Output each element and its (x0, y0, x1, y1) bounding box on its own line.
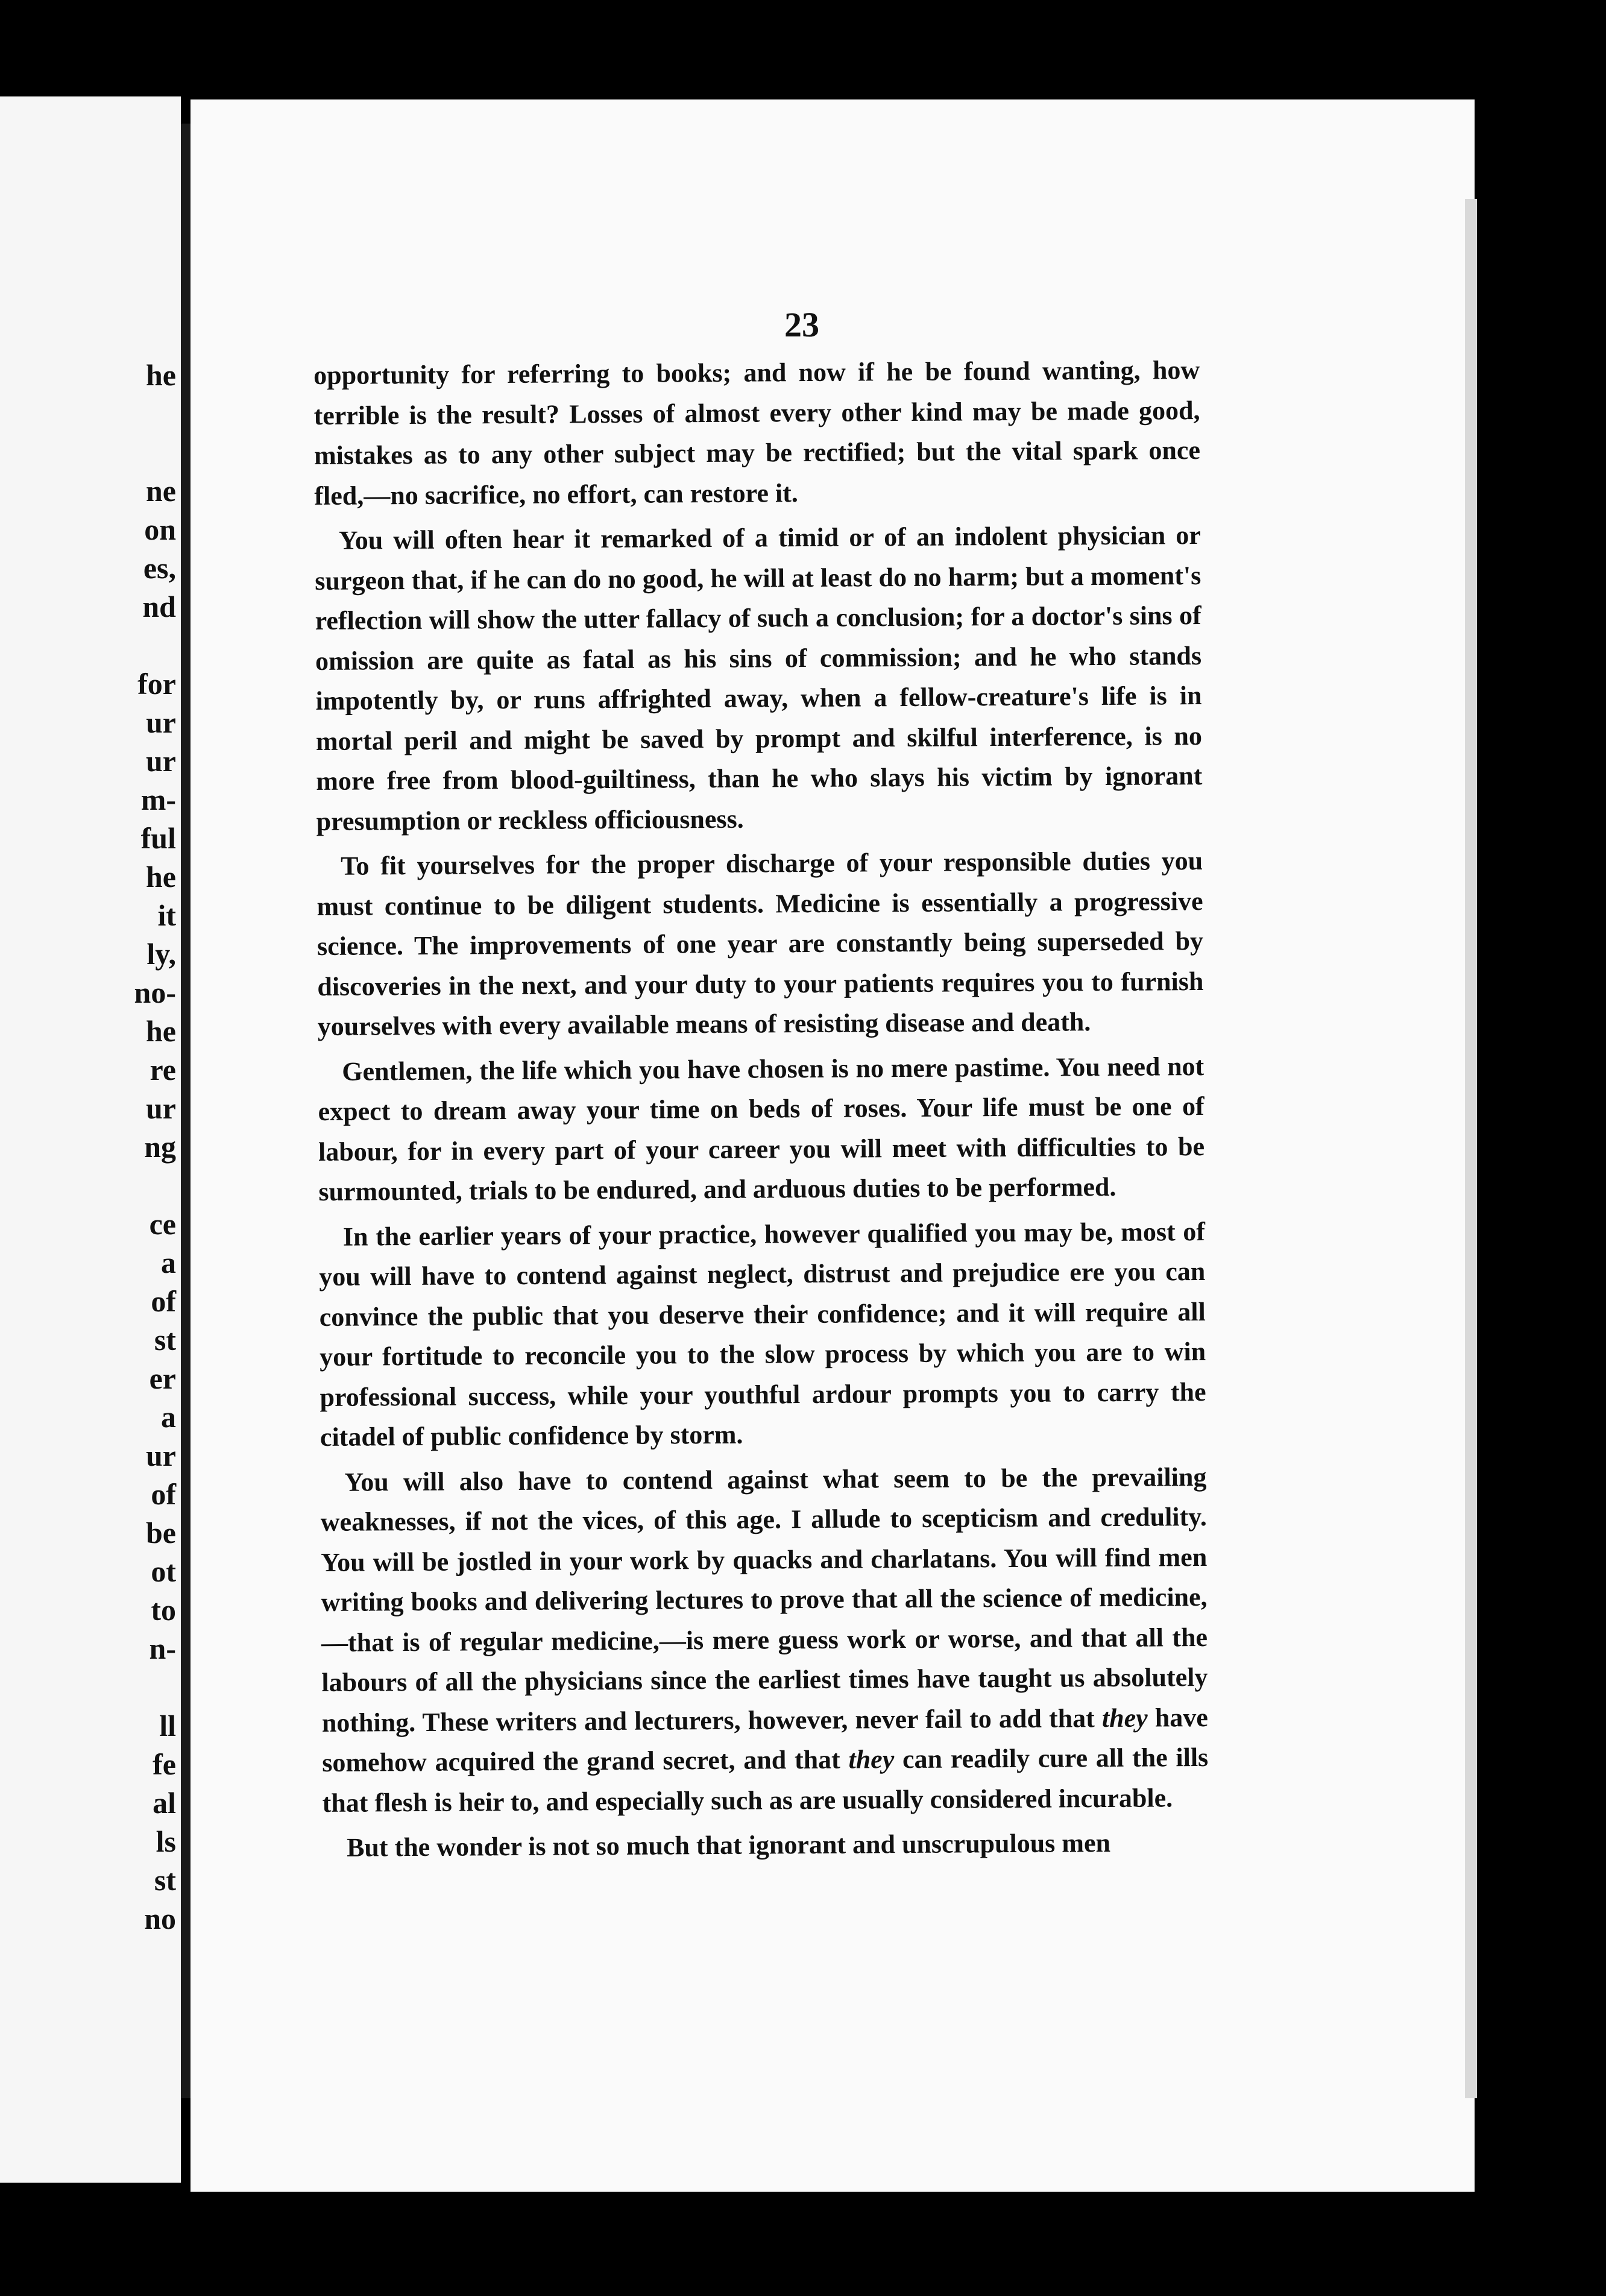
left-fragment: he (146, 1014, 176, 1048)
left-fragment: m- (140, 783, 176, 816)
paragraph: Gentlemen, the life which you have chosen is no mere pastime. You need not expect to dream away your time on beds of roses. Your life must be one of labour, for in every part of your career you will meet with difficulties to be surmounted, trials to be endured, and arduous duties to be performed. (318, 1051, 1205, 1206)
left-fragment: ur (146, 1439, 176, 1472)
left-fragment: of (151, 1284, 176, 1318)
left-fragment (0, 626, 176, 664)
book-gutter (181, 124, 191, 2098)
left-fragment: es, (143, 551, 176, 585)
left-fragment: be (146, 1516, 176, 1550)
left-fragment: he (146, 358, 176, 392)
left-fragment: ot (151, 1554, 176, 1588)
left-fragment: ce (149, 1207, 176, 1241)
paragraph: opportunity for referring to books; and now if he be found wanting, how terrible is the result? Losses of almost every other kind may be made good, mistakes as to any other subject may be rectified; but the vital spark once fled,—no sacrifice, no effort, can restore it. (313, 355, 1201, 511)
paragraph: You will often hear it remarked of a timid or of an indolent physician or surgeon that, if he can do no good, he will at least do no harm; but a moment's reflection will show the utter fallacy of such a conclusion; for a doctor's sins of omission are quite as fatal as his sins of commission; and he who stands impotently by, or runs affrighted away, when a fellow-creature's life is in mortal peril and might be saved by prompt and skilful interference, is no more free from blood-guiltiness, than he who slays his victim by ignorant presumption or reckless officiousness. (315, 520, 1203, 836)
emphasis: they (848, 1744, 895, 1774)
left-fragment: ls (156, 1824, 176, 1858)
left-fragment: er (149, 1361, 176, 1395)
left-fragment: ur (146, 705, 176, 739)
left-fragment: no (144, 1902, 176, 1935)
paragraph (320, 1457, 1209, 1823)
paragraph: To fit yourselves for the proper discharge of your responsible duties you must continue to be diligent students. Medicine is essentially a progressive science. The improvements of one year are constantly being superseded by discoveries in the next, and your duty to your patients requires you to furnish yourselves with every available means of resisting disease and death. (316, 846, 1204, 1041)
left-fragment (0, 1166, 176, 1205)
left-fragment: st (154, 1323, 176, 1357)
left-fragment: for (137, 667, 176, 701)
left-page-text-fragments (0, 356, 176, 1938)
paragraph: But the wonder is not so much that ignorant and unscrupulous men (346, 1828, 1111, 1862)
paragraph: In the earlier years of your practice, however qualified you may be, most of you will have to contend against neglect, distrust and prejudice ere you can convince the public that you deserve their confidence; and it will require all your fortitude to reconcile you to the slow process by which you are to win professional success, while your youthful ardour prompts you to carry the citadel of public confidence by storm. (319, 1216, 1206, 1452)
left-fragment: he (146, 860, 176, 894)
page-edge-shadow (1465, 199, 1477, 2098)
left-fragment: no- (134, 976, 176, 1009)
body-text (313, 350, 1209, 1868)
emphasis: they (1101, 1703, 1148, 1733)
left-fragment: n- (149, 1632, 176, 1665)
left-fragment: nd (142, 590, 176, 623)
left-fragment: fe (153, 1747, 176, 1781)
left-fragment: ly, (146, 937, 176, 971)
left-fragment: ful (140, 821, 176, 855)
left-fragment: of (151, 1477, 176, 1511)
left-fragment: ur (146, 1091, 176, 1125)
left-fragment: st (154, 1863, 176, 1897)
left-fragment: on (144, 512, 176, 546)
paragraph-text: have somehow acquired the grand secret, and that (322, 1702, 1208, 1777)
left-fragment: a (161, 1400, 176, 1434)
left-fragment: re (150, 1053, 176, 1086)
left-fragment: al (153, 1786, 176, 1820)
left-fragment: ne (146, 474, 176, 508)
page-number: 23 (784, 305, 819, 344)
left-fragment: ll (159, 1709, 176, 1742)
facing-left-page (0, 96, 181, 2183)
left-fragment (0, 433, 176, 472)
left-fragment: ng (144, 1130, 176, 1164)
left-fragment: to (151, 1593, 176, 1627)
left-fragment: ur (146, 744, 176, 778)
left-fragment: it (157, 898, 176, 932)
left-fragment: a (161, 1246, 176, 1279)
paragraph-text: You will also have to contend against what seem to be the prevailing weaknesses, if not the vices, of this age. I allude to scepticism and credulity. You will be jostled in your work by quacks and charlatans. You will find men writing books and delivering lectures to prove that all the science of medicine,—that is of regular medicine,—is mere guess work or worse, and that all the labours of all the physicians since the earliest times have taught us absolutely nothing. These writers and lecturers, however, never fail to add that (320, 1462, 1208, 1738)
left-fragment (0, 1668, 176, 1706)
paragraph-text: can readily cure all the ills that flesh is heir to, and especially such as are usually considered incurable. (322, 1742, 1209, 1818)
left-fragment (0, 394, 176, 433)
